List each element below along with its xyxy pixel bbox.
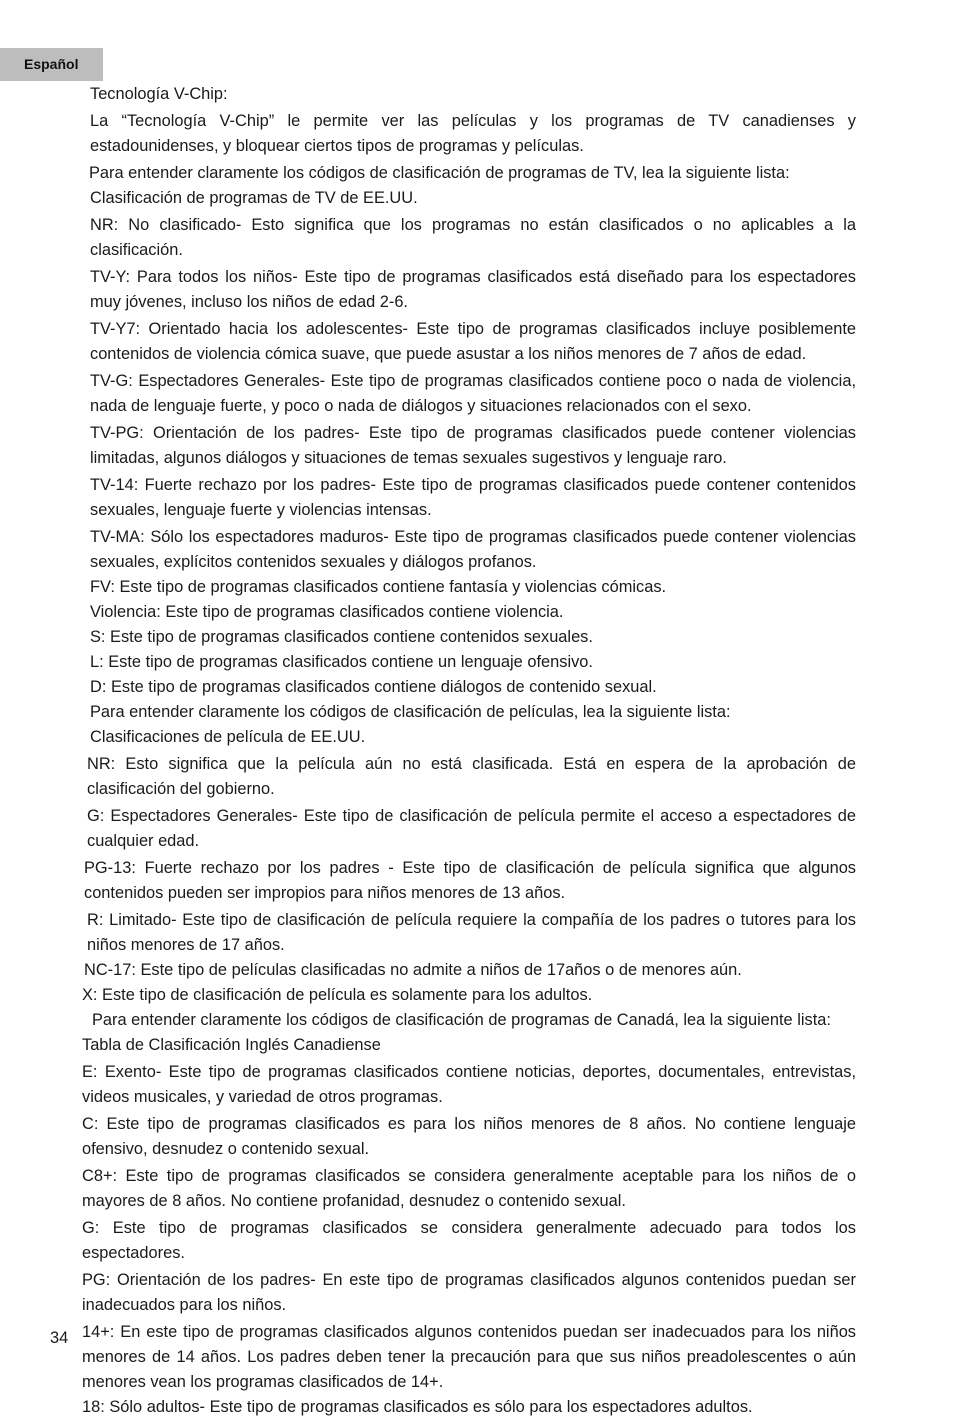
paragraph: NC-17: Este tipo de películas clasificadas no admite a niños de 17años o de menores aún.: [84, 961, 742, 979]
paragraph: PG: Orientación de los padres- En este tipo de programas clasificados algunos contenidos puedan ser inadecuados para los niños.: [82, 1271, 856, 1314]
paragraph: TV-Y: Para todos los niños- Este tipo de programas clasificados está diseñado para los espectadores muy jóvenes, incluso los niños de edad 2-6.: [90, 268, 856, 311]
paragraph: Para entender claramente los códigos de clasificación de películas, lea la siguiente lista:: [90, 703, 731, 721]
paragraph: TV-G: Espectadores Generales- Este tipo de programas clasificados contiene poco o nada de violencia, nada de lenguaje fuerte, y poco o nada de diálogos y situaciones relacionados con el sexo.: [90, 372, 856, 415]
paragraph: NR: Esto significa que la película aún no está clasificada. Está en espera de la aprobación de clasificación del gobierno.: [87, 755, 856, 798]
paragraph: L: Este tipo de programas clasificados contiene un lenguaje ofensivo.: [90, 653, 593, 671]
paragraph: E: Exento- Este tipo de programas clasificados contiene noticias, deportes, documentales, entrevistas, videos musicales, y variedad de otros programas.: [82, 1063, 856, 1106]
language-tab: Español: [0, 48, 103, 81]
paragraph: TV-14: Fuerte rechazo por los padres- Este tipo de programas clasificados puede contener contenidos sexuales, lenguaje fuerte y violencias intensas.: [90, 476, 856, 519]
paragraph: Clasificación de programas de TV de EE.UU.: [90, 189, 418, 207]
paragraph: 18: Sólo adultos- Este tipo de programas clasificados es sólo para los espectadores adultos.: [82, 1398, 753, 1416]
paragraph: C8+: Este tipo de programas clasificados se considera generalmente aceptable para los niños de o mayores de 8 años. No contiene profanidad, desnudez o contenido sexual.: [82, 1167, 856, 1210]
paragraph: TV-PG: Orientación de los padres- Este tipo de programas clasificados puede contener violencias limitadas, algunos diálogos y situaciones de temas sexuales sugestivos y lenguaje raro.: [90, 424, 856, 467]
paragraph: Tecnología V-Chip:: [90, 85, 228, 103]
paragraph: X: Este tipo de clasificación de película es solamente para los adultos.: [82, 986, 593, 1004]
paragraph: La “Tecnología V-Chip” le permite ver las películas y los programas de TV canadienses y estadounidenses, y bloquear ciertos tipos de programas y películas.: [90, 112, 856, 155]
document-body: [80, 82, 856, 1420]
paragraph: NR: No clasificado- Esto significa que los programas no están clasificados o no aplicables a la clasificación.: [90, 216, 856, 259]
paragraph: S: Este tipo de programas clasificados contiene contenidos sexuales.: [90, 628, 593, 646]
paragraph: Para entender claramente los códigos de clasificación de programas de Canadá, lea la siguiente lista:: [92, 1011, 831, 1029]
paragraph: Tabla de Clasificación Inglés Canadiense: [82, 1036, 381, 1054]
paragraph: C: Este tipo de programas clasificados es para los niños menores de 8 años. No contiene lenguaje ofensivo, desnudez o contenido sexual.: [82, 1115, 856, 1158]
paragraph: TV-Y7: Orientado hacia los adolescentes- Este tipo de programas clasificados incluye posiblemente contenidos de violencia cómica suave, que puede asustar a los niños menores de 7 años de edad.: [90, 320, 856, 363]
paragraph: D: Este tipo de programas clasificados contiene diálogos de contenido sexual.: [90, 678, 657, 696]
paragraph: Para entender claramente los códigos de clasificación de programas de TV, lea la siguiente lista:: [89, 164, 790, 182]
paragraph: PG-13: Fuerte rechazo por los padres - Este tipo de clasificación de película significa que algunos contenidos pueden ser impropios para niños menores de 13 años.: [84, 859, 856, 902]
paragraph: Clasificaciones de película de EE.UU.: [90, 728, 366, 746]
paragraph: TV-MA: Sólo los espectadores maduros- Este tipo de programas clasificados puede contener violencias sexuales, explícitos contenidos sexuales y diálogos profanos.: [90, 528, 856, 571]
paragraph: 14+: En este tipo de programas clasificados algunos contenidos puedan ser inadecuados para los niños menores de 14 años. Los padres deben tener la precaución para que sus niños preadolescentes o aún menores vean los programas clasificados de 14+.: [82, 1323, 856, 1391]
paragraph: R: Limitado- Este tipo de clasificación de película requiere la compañía de los padres o tutores para los niños menores de 17 años.: [87, 911, 856, 954]
paragraph: G: Este tipo de programas clasificados se considera generalmente adecuado para todos los espectadores.: [82, 1219, 856, 1262]
paragraph: G: Espectadores Generales- Este tipo de clasificación de película permite el acceso a espectadores de cualquier edad.: [87, 807, 856, 850]
paragraph: Violencia: Este tipo de programas clasificados contiene violencia.: [90, 603, 564, 621]
paragraph: FV: Este tipo de programas clasificados contiene fantasía y violencias cómicas.: [90, 578, 667, 596]
page-number: 34: [50, 1329, 69, 1347]
